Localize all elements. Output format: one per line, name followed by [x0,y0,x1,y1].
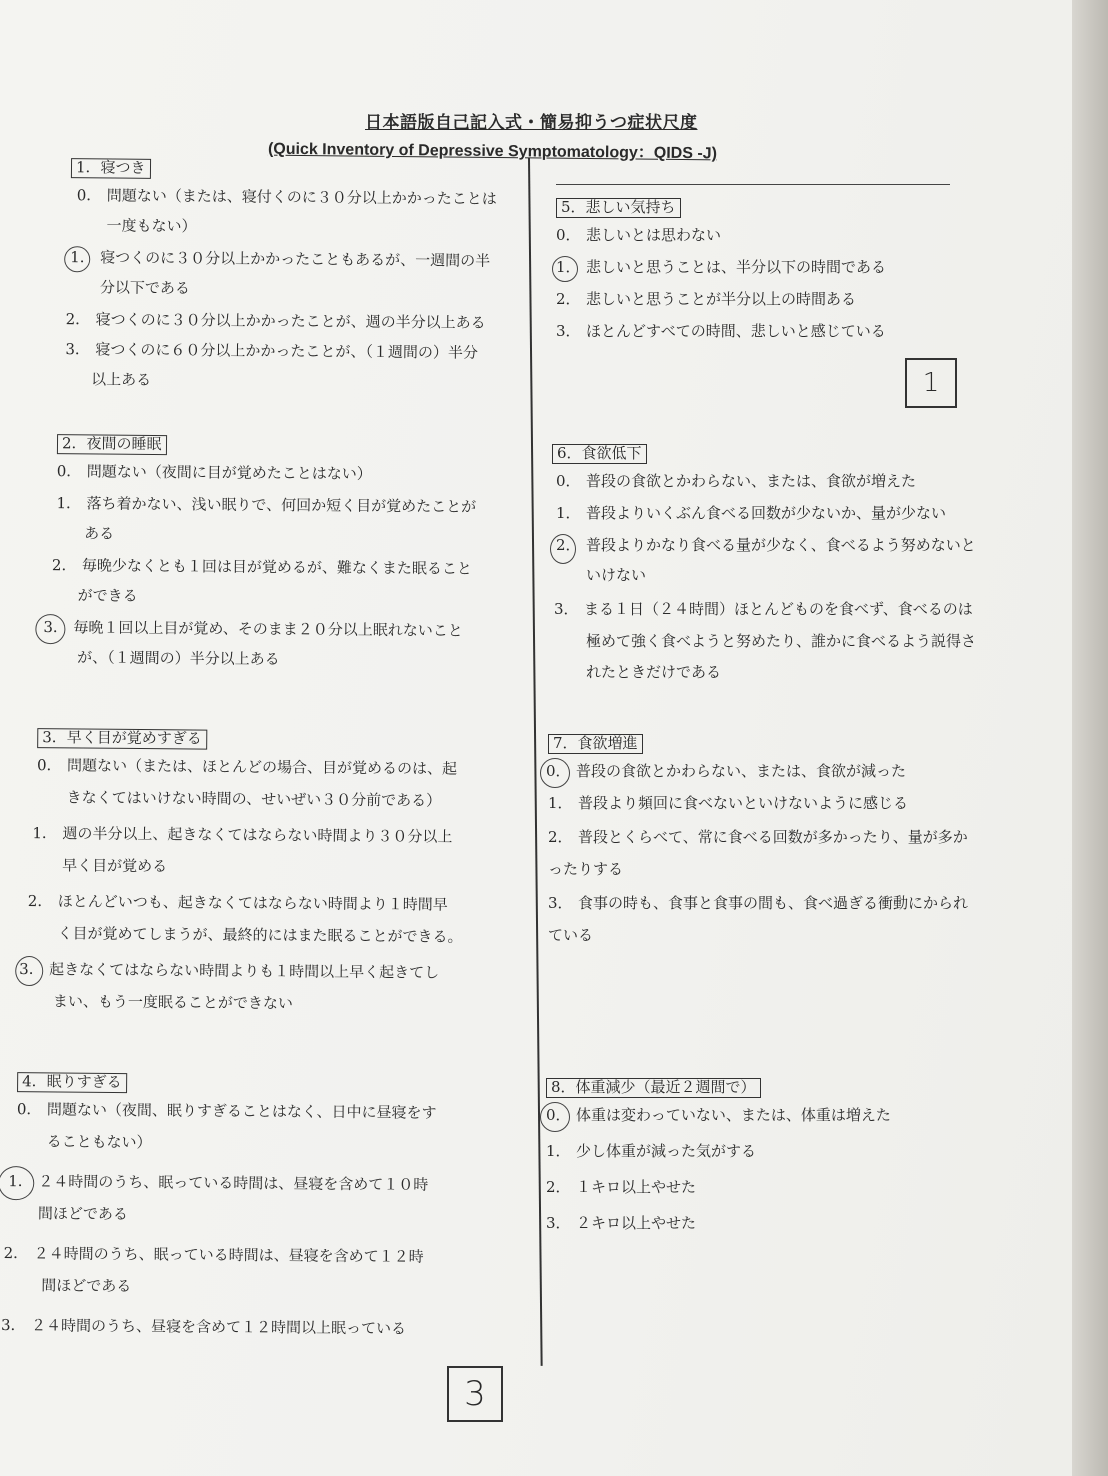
option-3: 3． 食事の時も、食事と食事の間も、食べ過ぎる衝動にかられ ている [548,893,969,944]
form-title: 日本語版自己記入式・簡易抑うつ症状尺度 [365,113,698,133]
option-2: 2． 毎晩少なくとも１回は目が覚めるが、難なくまた眠ること ができる [51,555,473,605]
option-3: 3． ２キロ以上やせた [546,1213,697,1232]
option-3: 3． まる１日（２４時間）ほとんどものを食べず、食べるのは 極めて強く食べようと努めたり、誰かに食べるよう説得さ れたときだけである [554,599,977,682]
option-2: 2． １キロ以上やせた [546,1177,697,1196]
section-4-oversleeping [0,1072,437,1351]
section-heading: 5．悲しい気持ち [556,198,681,218]
section-heading: 8．体重減少（最近２週間で） [546,1078,761,1098]
option-3: 3． ２４時間のうち、昼寝を含めて１２時間以上眠っている [0,1315,407,1338]
option-1: 1． ２４時間のうち、眠っている時間は、昼寝を含めて１０時 間ほどである [8,1174,429,1250]
section-heading: 2．夜間の睡眠 [57,434,167,455]
option-0: 0． 体重は変わっていない、または、体重は増えた [546,1108,891,1144]
option-0: 0． 問題ない（夜間に目が覚めたことはない） [56,461,372,483]
section-heading: 7．食欲増進 [548,734,643,754]
option-3: 3． 起きなくてはならない時間よりも１時間以上早く起きてし まい、もう一度眠ることができない [19,962,455,1034]
page-edge-shadow [1072,0,1108,1476]
option-2: 2． 普段とくらべて、常に食べる回数が多かったり、量が多か ったりする [548,827,968,878]
option-3: 3． ほとんどすべての時間、悲しいと感じている [556,321,886,340]
score-box-sleep: 3 [447,1366,503,1422]
option-3: 3． 寝つくのに６０分以上かかったことが、（１週間の）半分 以上ある [65,339,478,389]
option-3: 3． 毎晩１回以上目が覚め、そのまま２０分以上眠れないこと が、（１週間の）半分以上ある [43,620,464,686]
option-2: 2． 普段よりかなり食べる量が少なく、食べるよう努めないと いけない [556,538,978,602]
option-1: 1． 落ち着かない、浅い眠りで、何回か短く目が覚めたことが ある [56,493,477,543]
section-5-sadness [556,198,886,356]
option-0: 0． 普段の食欲とかわらない、または、食欲が減った [546,764,966,796]
option-0: 0． 問題ない（夜間、眠りすぎることはなく、日中に昼寝をす ることもない） [16,1099,437,1151]
option-0: 0． 悲しいとは思わない [556,225,722,244]
section-heading: 3．早く目が覚めすぎる [37,728,207,749]
form-subtitle: (Quick Inventory of Depressive Symptomatology：QIDS -J) [267,140,718,163]
option-2: 2． 寝つくのに３０分以上かかったことが、週の半分以上ある [65,309,486,332]
section-3-early-waking [19,728,473,1034]
option-2: 2． 悲しいと思うことが半分以上の時間ある [556,289,857,308]
option-1: 1． 普段より頻回に食べないといけないように感じる [548,793,909,812]
option-1: 1． 普段よりいくぶん食べる回数が少ないか、量が少ない [556,503,947,522]
section-2-night-sleep [43,434,477,685]
option-1: 1． 寝つくのに３０分以上かかったこともあるが、一週間の半 分以下である [70,250,491,316]
option-1: 1． 週の半分以上、起きなくてはならない時間より３０分以上 早く目が覚める [32,823,453,875]
option-0: 0． 問題ない（または、寝付くのに３０分以上かかったことは 一度もない） [76,185,497,235]
section-6-appetite-decrease [552,444,977,698]
option-0: 0． 普段の食欲とかわらない、または、食欲が増えた [556,471,917,490]
score-box-sad: 1 [905,358,957,408]
section-8-weight-loss [546,1078,891,1252]
option-2: 2． ほとんどいつも、起きなくてはならない時間より１時間早 く目が覚めてしまうが、最終的にはまた眠ることができる。 [27,891,463,946]
section-heading: 6．食欲低下 [552,444,647,464]
option-0: 0． 問題ない（または、ほとんどの場合、目が覚めるのは、起 きなくてはいけない時間の、せいぜい３０分前である） [36,755,458,810]
option-1: 1． 少し体重が減った気がする [546,1141,757,1160]
option-1: 1． 悲しいと思うことは、半分以下の時間である [556,260,886,292]
section-1-sleep-onset [65,158,497,407]
section-heading: 4．眠りすぎる [17,1072,127,1093]
right-column-top-rule [556,184,950,185]
section-7-appetite-increase [548,734,968,962]
option-2: 2． ２４時間のうち、眠っている時間は、昼寝を含めて１２時 間ほどである [3,1243,424,1295]
section-heading: 1．寝つき [71,158,151,178]
